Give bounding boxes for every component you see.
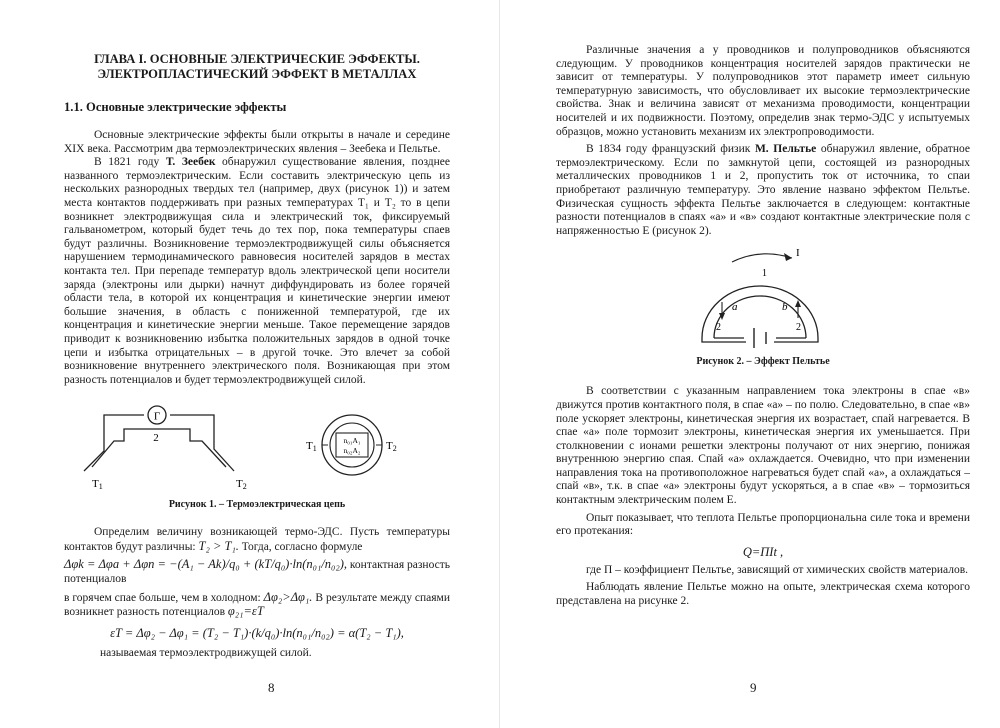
ring-t2-label [386, 440, 397, 453]
chapter-title-line2: ЭЛЕКТРОПЛАСТИЧЕСКИЙ ЭФФЕКТ В МЕТАЛЛАХ [97, 67, 417, 81]
galvanometer-label: Г [153, 410, 161, 423]
text: в горячем спае больше, чем в холодном: [64, 591, 264, 604]
page-number: 9 [750, 680, 757, 695]
junction-b-label: b [782, 301, 788, 314]
formula-peltier-heat: Q=ΠIt , [742, 544, 784, 559]
temp-t1-label [92, 478, 103, 491]
text: обнаружил существование явления, позднее названного термоэлектрическим. Если составить электрическую цепь из нескольких разнородных твердых тел (например, двух (рисунок 1)) и затем места контактов поддерживать при разных температурах T₁ и T₂ то в цепи возникнет электродвижущая сила и электрический ток, фиксируемый гальванометром, который будет течь до тех пор, пока температуры спаев будут различны. Возникновение термоэлектродвижущей силы объясняется нарушением термодинамического равновесия носителей зарядов в местах контакта тел. При перепаде температур вдоль электрической цепи носители заряда (электроны или дырки) начнут диффундировать из более горячей области тела, в которой их концентрация и кинетические энергии имеют большие значения, в область с пониженной температурой, где их концентрация и кинетические энергии меньше. Такое перемещение зарядов приводит к возникновению избытка положительных зарядов в одной точке цепи и избытка отрицательных – в другой точке. Это влечет за собой возникновение внутреннего электрического поля. Возникающая при этом разность потенциалов и будет термоэлектродвижущей силой. [64, 156, 450, 386]
t-symbol: T [92, 478, 99, 491]
chapter-title [64, 52, 450, 82]
inner-label-2: n₀₂A₂ [343, 446, 361, 456]
conductor-2-left-label: 2 [716, 322, 721, 334]
conductor-2-right-label: 2 [796, 322, 801, 334]
text: В результате между спаями возникнет разность потенциалов [64, 591, 450, 619]
right-page [500, 0, 1000, 728]
current-label: I [796, 247, 800, 260]
t-subscript: 1 [98, 482, 103, 492]
formula-contact-potential-line [64, 558, 450, 586]
ring-t1-label [306, 440, 317, 453]
name-seebeck: Т. Зеебек [165, 156, 216, 169]
section-title: 1.1. Основные электрические эффекты [64, 100, 287, 114]
figure-2-peltier-effect [556, 244, 970, 354]
name-peltier: М. Пельтье [754, 143, 817, 156]
ring-diagram [322, 415, 382, 475]
circuit-wire [92, 429, 226, 467]
t-subscript: 1 [312, 444, 317, 454]
inequality: T₂ > T₁. [198, 538, 239, 553]
wire-label: 2 [153, 432, 159, 445]
t-symbol: T [386, 440, 393, 453]
inequality: Δφ₂>Δφ₁. [263, 589, 313, 604]
paragraph-coefficient: где Π – коэффициент Пельтье, зависящий от химических свойств материалов. [586, 563, 969, 576]
formula-thermo-emf: εT = Δφ₂ − Δφ₁ = (T₂ − T₁)·(k/q₀)·ln(n₀₁/n₀₂) = α(T₂ − T₁), [110, 625, 404, 640]
paragraph-seebeck [64, 156, 450, 387]
paragraph-intro: Основные электрические эффекты были открыты в начале и середине XIX века. Рассмотрим два термоэлектрических явления – Зеебека и Пельтье. [64, 129, 450, 155]
t-symbol: T [306, 440, 313, 453]
formula-contact-potential: Δφk = Δφa + Δφn = −(A₁ − Ak)/q₀ + (kT/q₀)·ln(n₀₁/n₀₂), [64, 557, 347, 572]
paragraph-peltier [556, 143, 970, 238]
text: Определим величину возникающей термо-ЭДС. Пусть температуры контактов будут различны: [64, 526, 450, 553]
chapter-title-line1: ГЛАВА I. ОСНОВНЫЕ ЭЛЕКТРИЧЕСКИЕ ЭФФЕКТЫ. [94, 52, 420, 66]
text: В 1834 году французский физик [586, 143, 755, 156]
text: контактная разность потенциалов [64, 559, 450, 586]
formula-inline: φ₂₁=εT [227, 604, 264, 619]
paragraph-heat: Опыт показывает, что теплота Пельтье пропорциональна силе тока и времени его протекания: [556, 511, 970, 538]
inner-conductor [714, 296, 806, 338]
circuit-wire [170, 415, 234, 471]
page-number: 8 [268, 680, 275, 695]
text: обнаружил явление, обратное термоэлектрическому. Если по замкнутой цепи, состоящей из разнородных металлических проводников 1 и 2, пропустить ток от источника, то спаи приобретают различную температуру. Это явление названо эффектом Пельтье. Физическая сущность эффекта Пельтье заключается в следующем: контактные разности потенциалов в спаях «а» и «в» создают контактные электрические поля с напряженностью E (рисунок 2). [556, 143, 970, 237]
paragraph-emf-definition: называемая термоэлектродвижущей силой. [100, 646, 312, 659]
paragraph-hot-junction [64, 591, 450, 620]
text: В 1821 году [94, 156, 166, 169]
text: Тогда, согласно формуле [238, 540, 363, 553]
circuit-wire [84, 415, 144, 471]
t-subscript: 2 [392, 444, 397, 454]
t-subscript: 2 [242, 482, 247, 492]
paragraph-emf-intro [64, 526, 450, 554]
temp-t2-label [236, 478, 247, 491]
junction-a-label: a [732, 301, 738, 314]
paragraph-experiment: Наблюдать явление Пельтье можно на опыте, электрическая схема которого представлена на рисунке 2. [556, 581, 970, 608]
peltier-ring [702, 286, 818, 342]
figure-1-caption: Рисунок 1. – Термоэлектрическая цепь [168, 499, 346, 511]
paragraph-conductors: Различные значения a у проводников и полупроводников объясняются следующим. У проводников концентрация носителей зарядов практически не зависит от температуры. У полупроводников этот параметр имеет сильную температурную зависимость, что обусловливает их высокие термоэлектрические свойства. Знак и величина зависят от механизма проводимости, концентрации носителей и их подвижности. Поэтому, определив знак термо-ЭДС у испытуемых образцов, можно установить механизм их электропроводимости. [556, 44, 970, 138]
paragraph-explanation: В соответствии с указанным направлением тока электроны в спае «в» движутся против контактного поля, в спае «а» – по полю. Следовательно, в спае «в» поле ускоряет электроны, кинетическая энергия их возрастает, спай нагревается. В спае «а» поле тормозит электроны, кинетическая энергия их уменьшается. При столкновении с ионами решетки электроны получают от них энергию, понижая внутреннюю энергию спая. Спай «а» охлаждается. Очевидно, что при изменении направления тока на противоположное нагреваться будет спай «а», а охлаждаться – спай «в», т.к. в спае «а» электроны будут ускоряться, а в спае «в» – тормозиться контактным электрическим полем E. [556, 385, 970, 507]
current-arrow-icon [732, 254, 792, 262]
figure-1-thermoelectric-circuit [64, 401, 444, 493]
inner-label-1: n₀₁A₁ [343, 436, 361, 446]
current-arrowhead-icon [784, 253, 792, 261]
t-symbol: T [236, 478, 243, 491]
figure-2-caption: Рисунок 2. – Эффект Пельтье [696, 356, 830, 368]
conductor-1-label: 1 [762, 268, 767, 280]
